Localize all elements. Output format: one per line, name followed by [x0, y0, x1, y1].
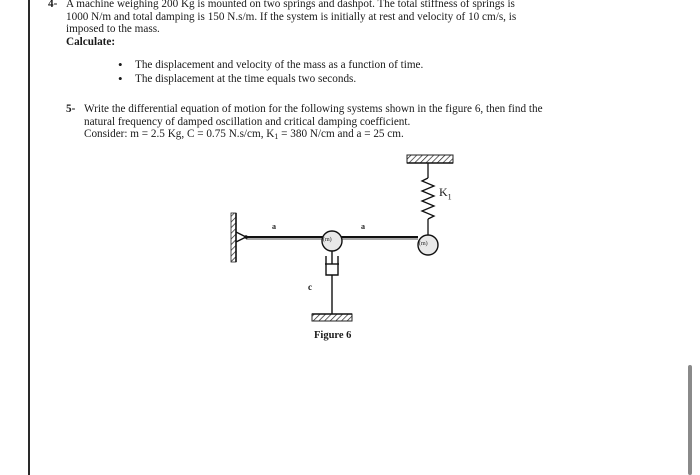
- mass-middle-label: (m): [323, 237, 332, 243]
- bottom-ground-support: [312, 314, 352, 321]
- problem-4-line: A machine weighing 200 Kg is mounted on two springs and dashpot. The total stiffness of springs is: [66, 0, 515, 10]
- mass-right-label: (m): [419, 241, 428, 247]
- problem-5-number: 5-: [66, 103, 76, 115]
- problem-5-line: Write the differential equation of motion for the following systems shown in the figure 6, then find the: [84, 103, 543, 115]
- dimension-label-a-left: a: [272, 222, 276, 231]
- calculate-label: Calculate:: [66, 35, 116, 48]
- left-wall-pivot: [231, 213, 248, 262]
- figure-caption: Figure 6: [314, 330, 352, 341]
- dashpot-c: [325, 251, 339, 314]
- problem-5-line: natural frequency of damped oscillation and critical damping coefficient.: [84, 115, 411, 128]
- dimension-label-a-right: a: [361, 222, 365, 231]
- given-values-prefix: Consider: m = 2.5 Kg, C = 0.75 N.s/cm, K: [84, 128, 275, 141]
- given-values-subscript: 1: [274, 132, 279, 142]
- problem-4-number: 4-: [48, 0, 58, 10]
- problem-4-line: 1000 N/m and total damping is 150 N.s/m. If the system is initially at rest and velocity of 10 cm/s, is: [66, 10, 517, 23]
- spring-k1: [422, 163, 434, 236]
- spring-label-subscript: 1: [447, 192, 452, 202]
- list-item: • The displacement and velocity of the mass as a function of time.: [118, 58, 423, 72]
- spring-label-k1: [439, 185, 452, 201]
- list-item: • The displacement at the time equals two seconds.: [118, 72, 423, 86]
- given-values-suffix: = 380 N/cm and a = 25 cm.: [278, 128, 404, 141]
- spring-label-text: K: [439, 185, 448, 199]
- problem-4-line: imposed to the mass.: [66, 23, 160, 36]
- top-ceiling-support: [407, 155, 453, 163]
- damper-label-c: c: [308, 282, 312, 292]
